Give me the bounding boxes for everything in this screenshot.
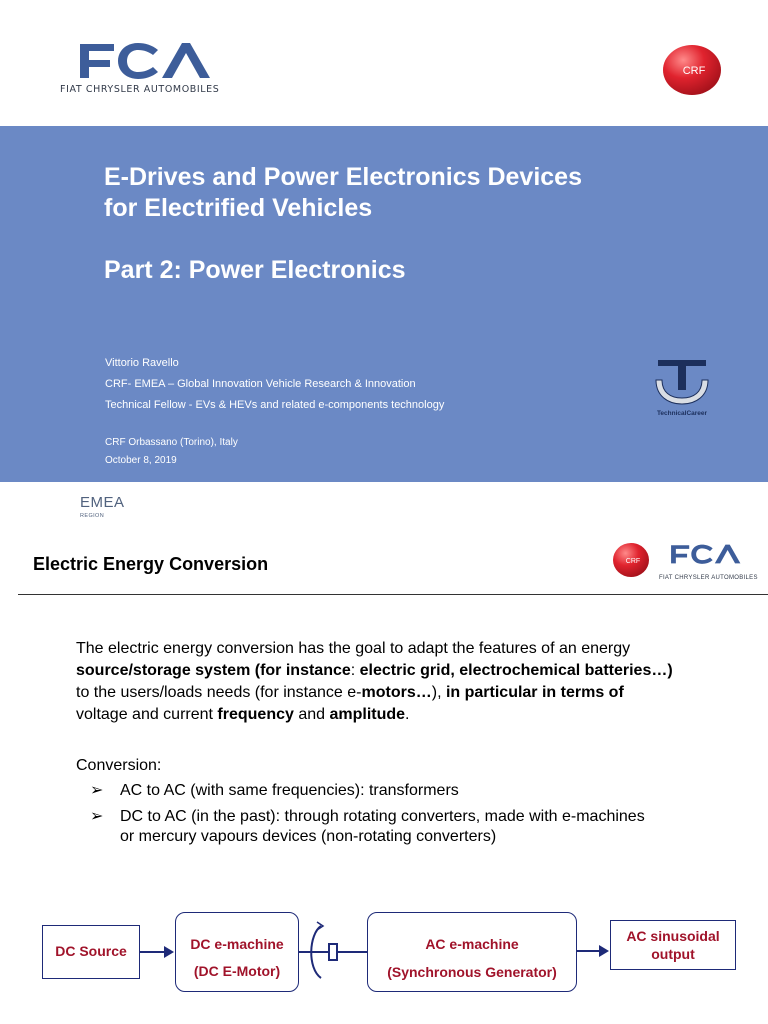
paragraph-line-4: voltage and current frequency and amplitude. [76, 706, 410, 723]
bullet-item-2: ➢ DC to AC (in the past): through rotating converters, made with e-machines [90, 806, 645, 828]
coupling-shaft-icon [299, 918, 369, 984]
ac-machine-box: AC e-machine (Synchronous Generator) [367, 912, 577, 992]
conversion-label: Conversion: [76, 757, 162, 774]
author-affiliation: CRF- EMEA – Global Innovation Vehicle Research & Innovation [105, 378, 416, 390]
location: CRF Orbassano (Torino), Italy [105, 437, 238, 448]
presentation-subtitle: Part 2: Power Electronics [104, 256, 406, 284]
arrow-icon [140, 940, 176, 964]
fca-logo-subtitle: FIAT CHRYSLER AUTOMOBILES [60, 84, 220, 95]
crf-small-text: CRF [625, 558, 641, 565]
author-name: Vittorio Ravello [105, 357, 179, 369]
region-label: EMEA [80, 494, 125, 511]
presentation-title-line2: for Electrified Vehicles [104, 194, 373, 222]
technical-career-label: TechnicalCareer [656, 410, 708, 417]
author-role: Technical Fellow - EVs & HEVs and related e-components technology [105, 399, 445, 411]
arrow-icon [577, 939, 611, 963]
paragraph-line-2: source/storage system (for instance: electric grid, electrochemical batteries…) [76, 662, 673, 679]
technical-career-logo [650, 352, 714, 418]
date: October 8, 2019 [105, 455, 177, 466]
ac-output-box: AC sinusoidal output [610, 920, 736, 970]
crf-logo-small [612, 542, 650, 578]
intro-paragraph [76, 638, 726, 726]
bullet-item-2-continuation: or mercury vapours devices (non-rotating converters) [120, 828, 497, 845]
fca-small-subtitle: FIAT CHRYSLER AUTOMOBILES [659, 575, 758, 581]
dc-machine-box: DC e-machine (DC E-Motor) [175, 912, 299, 992]
crf-logo-text: CRF [682, 65, 706, 77]
dc-source-box: DC Source [42, 925, 140, 979]
presentation-title-line1: E-Drives and Power Electronics Devices [104, 163, 582, 191]
paragraph-line-3: to the users/loads needs (for instance e-motors…), in particular in terms of [76, 684, 624, 701]
bullet-arrow-icon: ➢ [90, 808, 104, 825]
slide-title: Electric Energy Conversion [33, 554, 269, 574]
crf-logo [662, 44, 722, 96]
title-divider [18, 594, 768, 595]
bullet-arrow-icon: ➢ [90, 782, 104, 799]
paragraph-line-1: The electric energy conversion has the goal to adapt the features of an energy [76, 640, 631, 657]
region-sublabel: REGION [80, 513, 105, 519]
bullet-item-1: ➢ AC to AC (with same frequencies): transformers [90, 780, 459, 802]
fca-logo-small [670, 541, 750, 575]
